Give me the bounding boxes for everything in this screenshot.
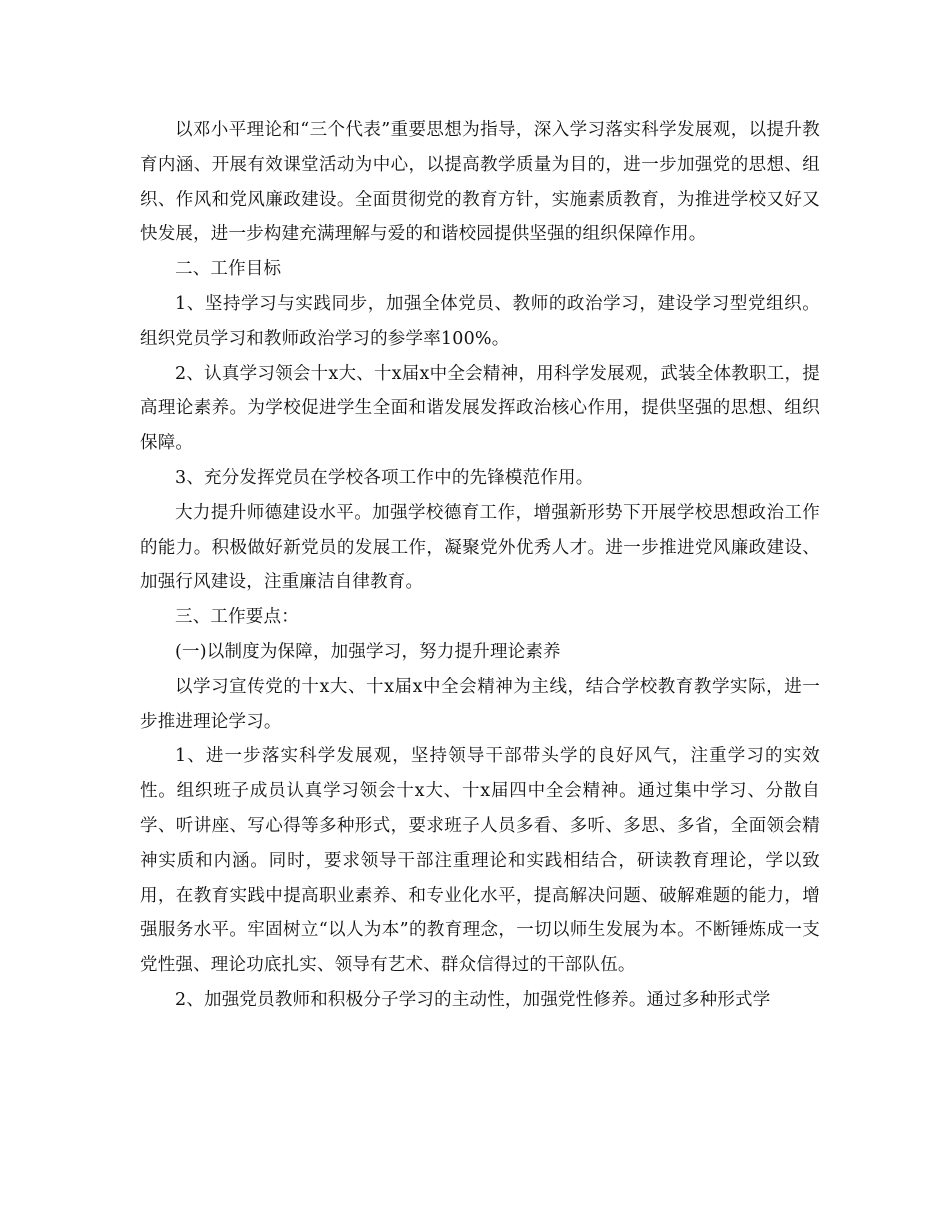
document-body: [140, 113, 820, 1018]
subheading-system-guarantee: (一)以制度为保障，加强学习，努力提升理论素养: [175, 641, 561, 662]
paragraph-main-line: 以学习宣传党的十x大、十x届x中全会精神为主线，结合学校教育教学实际，进一步推进理论学习。: [140, 676, 820, 732]
heading-work-points: 三、工作要点：: [175, 607, 299, 628]
paragraph-guiding-ideology: 以邓小平理论和“三个代表”重要思想为指导，深入学习落实科学发展观，以提升教育内涵、开展有效课堂活动为中心，以提高教学质量为目的，进一步加强党的思想、组织、作风和党风廉政建设。全面贯彻党的教育方针，实施素质教育，为推进学校又好又快发展，进一步构建充满理解与爱的和谐校园提供坚强的组织保障作用。: [140, 120, 820, 245]
heading-work-goals: 二、工作目标: [175, 259, 282, 280]
paragraph-point-1: 1、进一步落实科学发展观，坚持领导干部带头学的良好风气，注重学习的实效性。组织班子成员认真学习领会十x大、十x届四中全会精神。通过集中学习、分散自学、听讲座、写心得等多种形式，要求班子人员多看、多听、多思、多省，全面领会精神实质和内涵。同时，要求领导干部注重理论和实践相结合，研读教育理论，学以致用，在教育实践中提高职业素养、和专业化水平，提高解决问题、破解难题的能力，增强服务水平。牢固树立“以人为本”的教育理念，一切以师生发展为本。不断锤炼成一支党性强、理论功底扎实、领导有艺术、群众信得过的干部队伍。: [140, 746, 820, 976]
paragraph-point-2: 2、加强党员教师和积极分子学习的主动性，加强党性修养。通过多种形式学: [175, 989, 771, 1010]
paragraph-ethics-building: 大力提升师德建设水平。加强学校德育工作，增强新形势下开展学校思想政治工作的能力。积极做好新党员的发展工作，凝聚党外优秀人才。进一步推进党风廉政建设、加强行风建设，注重廉洁自律教育。: [140, 502, 820, 593]
paragraph-goal-2: 2、认真学习领会十x大、十x届x中全会精神，用科学发展观，武装全体教职工，提高理论素养。为学校促进学生全面和谐发展发挥政治核心作用，提供坚强的思想、组织保障。: [140, 363, 820, 454]
paragraph-goal-3: 3、充分发挥党员在学校各项工作中的先锋模范作用。: [175, 467, 594, 488]
paragraph-goal-1: 1、坚持学习与实践同步，加强全体党员、教师的政治学习，建设学习型党组织。组织党员学习和教师政治学习的参学率100%。: [140, 293, 820, 349]
